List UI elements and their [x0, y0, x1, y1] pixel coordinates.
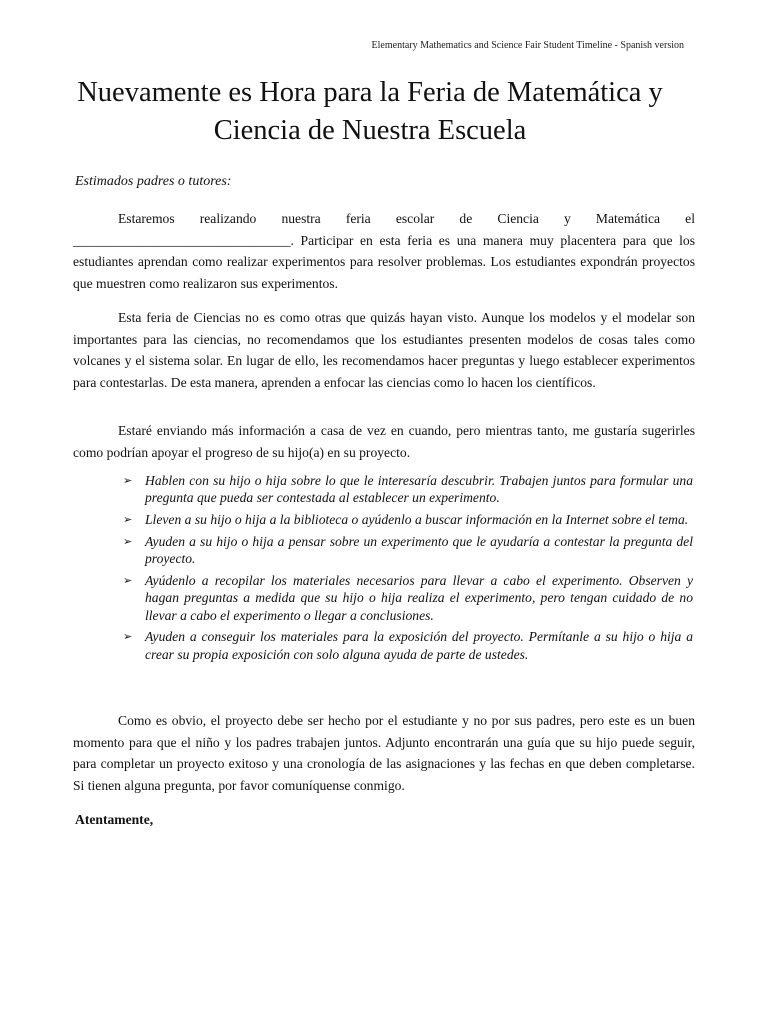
page-title: Nuevamente es Hora para la Feria de Matemática y Ciencia de Nuestra Escuela [77, 77, 663, 146]
list-item-text: Ayuden a su hijo o hija a pensar sobre un experimento que le ayudaría a contestar la pregunta del proyecto. [145, 533, 693, 567]
paragraph-closing: Como es obvio, el proyecto debe ser hecho por el estudiante y no por sus padres, pero este es un buen momento para que el niño y los padres trabajen juntos. Adjunto encontrarán una guía que su hijo puede seguir, para completar un proyecto exitoso y una cronología de las asignaciones y las fechas en que deben completarse. Si tienen alguna pregunta, por favor comuníquense conmigo. [73, 713, 695, 793]
suggestion-list [121, 472, 693, 668]
paragraph-fair-description: Esta feria de Ciencias no es como otras que quizás hayan visto. Aunque los modelos y el modelar son importantes para las ciencias, no recomendamos que los estudiantes presenten modelos de cosas tales como volcanes y el sistema solar. En lugar de ello, les recomendamos hacer preguntas y luego establecer experimentos para contestarlas. De esta manera, aprenden a enfocar las ciencias como lo hacen los científicos. [73, 310, 695, 390]
arrow-bullet-icon: ➢ [123, 630, 133, 644]
list-item [121, 628, 693, 663]
list-item [121, 533, 693, 568]
list-item [121, 511, 693, 528]
arrow-bullet-icon: ➢ [123, 474, 133, 487]
list-item [121, 472, 693, 507]
arrow-bullet-icon: ➢ [123, 513, 133, 527]
paragraph-support: Estaré enviando más información a casa de vez en cuando, pero mientras tanto, me gustaría sugerirles como podrían apoyar el progreso de su hijo(a) en su proyecto. [73, 423, 695, 460]
arrow-bullet-icon: ➢ [123, 534, 133, 548]
paragraph-intro: Estaremos realizando nuestra feria escolar de Ciencia y Matemática el ________________________________. Participar en esta feria es una manera muy placentera para que los estudiantes aprendan como realizar experimentos para resolver problemas. Los estudiantes expondrán proyectos que muestren como realizaron sus experimentos. [73, 211, 695, 291]
header-note: Elementary Mathematics and Science Fair Student Timeline - Spanish version [371, 40, 684, 51]
sign-off: Atentamente, [75, 812, 154, 827]
list-item-text: Ayúdenlo a recopilar los materiales necesarios para llevar a cabo el experimento. Observen y hagan preguntas a medida que su hijo o hija realiza el experimento, pero tengan cuidado de no llevar a cabo el experimento o llegar a conclusiones. [145, 572, 693, 623]
list-item [121, 572, 693, 624]
list-item-text: Ayuden a conseguir los materiales para la exposición del proyecto. Permítanle a su hijo o hija a crear su propia exposición con solo alguna ayuda de parte de ustedes. [145, 629, 693, 662]
arrow-bullet-icon: ➢ [123, 573, 133, 587]
list-item-text: Lleven a su hijo o hija a la biblioteca o ayúdenlo a buscar información en la Internet sobre el tema. [145, 512, 689, 528]
greeting: Estimados padres o tutores: [75, 174, 232, 189]
list-item-text: Hablen con su hijo o hija sobre lo que le interesaría descubrir. Trabajen juntos para formular una pregunta que pueda ser contestada al establecer un experimento. [145, 473, 693, 506]
